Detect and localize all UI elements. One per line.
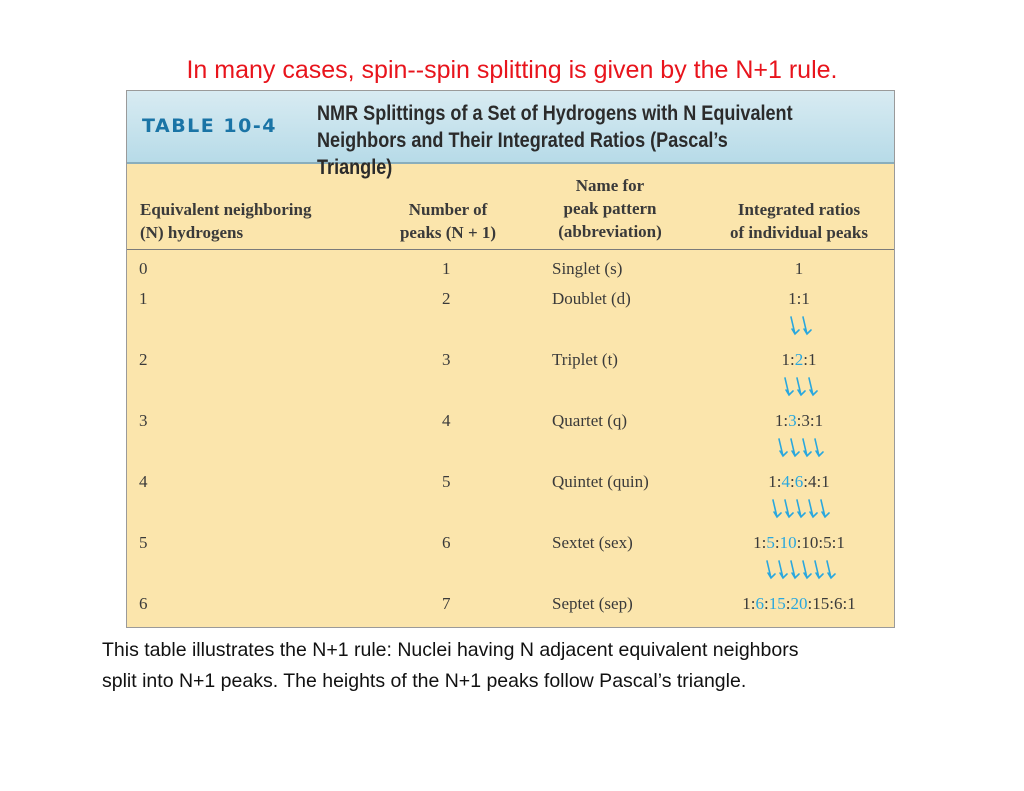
ratio-separator: : <box>790 350 795 369</box>
ratio-separator: : <box>831 533 837 552</box>
row-neighbor-count: 1 <box>139 289 148 308</box>
ratio-separator: : <box>807 594 813 613</box>
table-label: TABLE 10-4 <box>142 115 277 137</box>
ratio-value: 1 <box>774 411 784 430</box>
ratio-value: 6 <box>833 594 843 613</box>
ratio-value: 1 <box>794 259 804 278</box>
nmr-splitting-table <box>126 90 895 628</box>
table-caption-line2: Neighbors and Their Integrated Ratios (Pascal’s Triangle) <box>317 129 728 179</box>
ratio-value: 1 <box>801 289 810 308</box>
row-peak-count: 4 <box>442 411 451 430</box>
header-line: Equivalent neighboring <box>140 200 312 219</box>
pascal-arrows-icon <box>787 316 811 338</box>
ratio-value: 15 <box>812 594 830 613</box>
row-peak-count: 1 <box>442 259 451 278</box>
row-pattern-name: Doublet (d) <box>552 289 631 308</box>
pascal-arrows-icon <box>769 499 829 521</box>
row-peak-count: 3 <box>442 350 451 369</box>
row-pattern-name: Sextet (sex) <box>552 533 633 552</box>
ratio-separator: : <box>829 594 834 613</box>
column-header-neighbors <box>140 198 311 244</box>
header-line: Integrated ratios <box>737 200 861 219</box>
row-peak-count: 6 <box>442 533 451 552</box>
table-caption <box>317 100 799 181</box>
ratio-value: 1 <box>742 594 751 613</box>
header-line: Name for <box>575 176 645 195</box>
pascal-arrows-icon <box>781 377 817 399</box>
header-line: of individual peaks <box>730 223 868 242</box>
ratio-separator: : <box>790 472 795 491</box>
pascal-arrows-icon <box>763 560 835 582</box>
ratio-separator: : <box>761 533 767 552</box>
row-integrated-ratio <box>699 594 895 614</box>
row-neighbor-count: 0 <box>139 259 148 278</box>
ratio-separator: : <box>818 533 824 552</box>
ratio-separator: : <box>796 411 802 430</box>
header-line: (abbreviation) <box>558 222 662 241</box>
ratio-value: 20 <box>790 594 808 613</box>
ratio-value: 1 <box>768 472 777 491</box>
ratio-separator: : <box>750 594 756 613</box>
table-caption-line1: NMR Splittings of a Set of Hydrogens with N Equivalent <box>317 102 793 125</box>
ratio-separator: : <box>776 472 782 491</box>
column-header-ratios <box>709 198 889 244</box>
ratio-value: 6 <box>755 594 765 613</box>
row-peak-count: 2 <box>442 289 451 308</box>
table-header-band <box>127 91 894 179</box>
row-peak-count: 7 <box>442 594 451 613</box>
ratio-value: 1 <box>807 350 817 369</box>
row-pattern-name: Quartet (q) <box>552 411 628 430</box>
ratio-value: 6 <box>794 472 804 491</box>
row-integrated-ratio <box>699 472 895 492</box>
ratio-separator: : <box>796 289 802 308</box>
row-integrated-ratio <box>699 289 895 309</box>
ratio-separator: : <box>809 411 815 430</box>
ratio-value: 1 <box>836 533 845 552</box>
row-pattern-name: Singlet (s) <box>552 259 623 278</box>
slide-title: In many cases, spin‐‐spin splitting is given by the N+1 rule. <box>186 56 838 84</box>
ratio-value: 5 <box>766 533 775 552</box>
ratio-separator: : <box>816 472 822 491</box>
ratio-value: 1 <box>847 594 856 613</box>
column-header-pattern <box>541 174 679 243</box>
row-neighbor-count: 4 <box>139 472 148 491</box>
row-integrated-ratio <box>699 533 895 553</box>
ratio-separator: : <box>774 533 780 552</box>
row-pattern-name: Septet (sep) <box>552 594 633 613</box>
header-line: Number of <box>408 200 488 219</box>
row-integrated-ratio <box>699 259 895 279</box>
ratio-separator: : <box>803 350 808 369</box>
row-peak-count: 5 <box>442 472 451 491</box>
ratio-value: 4 <box>781 472 791 491</box>
header-divider <box>127 249 894 250</box>
ratio-value: 10 <box>779 533 797 552</box>
row-neighbor-count: 6 <box>139 594 148 613</box>
ratio-value: 4 <box>807 472 817 491</box>
ratio-value: 1 <box>821 472 830 491</box>
ratio-value: 1 <box>781 350 791 369</box>
ratio-value: 3 <box>788 411 797 430</box>
ratio-separator: : <box>785 594 791 613</box>
header-line: (N) hydrogens <box>140 223 244 242</box>
explanation-note <box>102 635 982 697</box>
note-line2: split into N+1 peaks. The heights of the N+1 peaks follow Pascal’s triangle. <box>102 670 747 692</box>
ratio-separator: : <box>796 533 802 552</box>
pascal-arrows-icon <box>775 438 823 460</box>
ratio-value: 3 <box>801 411 810 430</box>
ratio-value: 1 <box>814 411 824 430</box>
ratio-separator: : <box>803 472 808 491</box>
ratio-separator: : <box>764 594 769 613</box>
row-pattern-name: Triplet (t) <box>552 350 618 369</box>
row-integrated-ratio <box>699 350 895 370</box>
row-neighbor-count: 2 <box>139 350 148 369</box>
row-integrated-ratio <box>699 411 895 431</box>
ratio-value: 10 <box>801 533 819 552</box>
header-line: peak pattern <box>563 199 657 218</box>
row-neighbor-count: 3 <box>139 411 148 430</box>
ratio-value: 15 <box>768 594 786 613</box>
ratio-separator: : <box>842 594 848 613</box>
row-pattern-name: Quintet (quin) <box>552 472 649 491</box>
ratio-value: 1 <box>788 289 797 308</box>
column-header-peaks <box>387 198 509 244</box>
note-line1: This table illustrates the N+1 rule: Nuclei having N adjacent equivalent neighbors <box>102 639 799 661</box>
ratio-value: 2 <box>794 350 804 369</box>
header-line: peaks (N + 1) <box>399 223 497 242</box>
ratio-value: 5 <box>823 533 832 552</box>
row-neighbor-count: 5 <box>139 533 148 552</box>
ratio-separator: : <box>783 411 789 430</box>
ratio-value: 1 <box>753 533 762 552</box>
